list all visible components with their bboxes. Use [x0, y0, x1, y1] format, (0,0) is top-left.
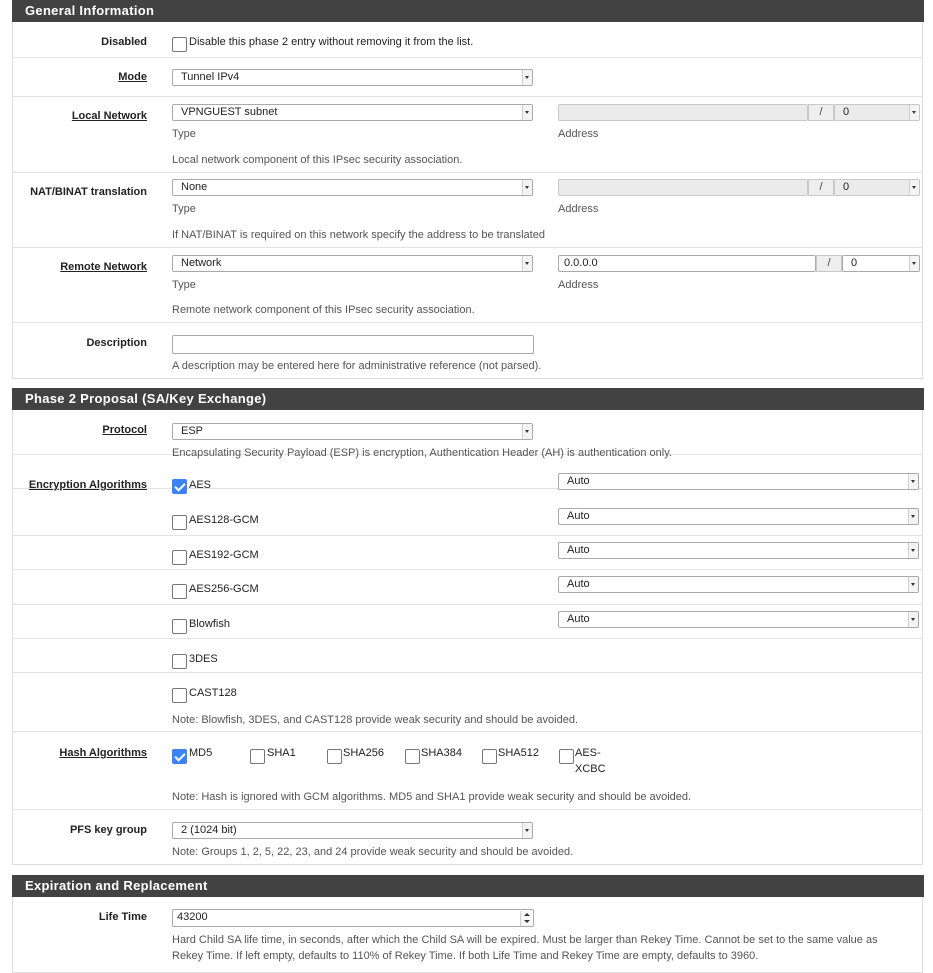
aes256gcm-keylen-value: Auto	[567, 578, 590, 590]
general-information-heading: General Information	[12, 0, 924, 22]
pfs-key-group-row	[13, 810, 922, 864]
remote-network-type-select[interactable]	[172, 255, 533, 272]
encryption-algorithms-label: Encryption Algorithms	[28, 479, 147, 491]
chevron-down-icon	[522, 70, 532, 85]
nat-binat-type-caption: Type	[172, 203, 196, 215]
chevron-down-icon	[908, 577, 918, 592]
sha512-checkbox[interactable]	[482, 749, 497, 764]
aes-xcbc-checkbox[interactable]	[559, 749, 574, 764]
remote-network-mask-value: 0	[851, 257, 858, 269]
md5-checkbox[interactable]	[172, 749, 187, 764]
nat-binat-type-value: None	[181, 181, 208, 193]
pfs-key-group-help: Note: Groups 1, 2, 5, 22, 23, and 24 provide weak security and should be avoided.	[172, 846, 574, 858]
sha384-checkbox[interactable]	[405, 749, 420, 764]
nat-binat-type-select[interactable]	[172, 179, 533, 196]
aes128gcm-keylen-value: Auto	[567, 510, 590, 522]
expiration-heading: Expiration and Replacement	[12, 875, 924, 897]
remote-network-type-value: Network	[181, 257, 222, 269]
encryption-row-aes256gcm	[13, 570, 922, 605]
aes256gcm-keylen-select[interactable]	[558, 576, 919, 593]
hash-algorithms-row	[13, 732, 922, 810]
remote-network-address-input[interactable]	[558, 255, 816, 272]
nat-binat-address-caption: Address	[558, 203, 599, 215]
remote-network-type-caption: Type	[172, 279, 196, 291]
chevron-down-icon	[522, 256, 532, 271]
description-row	[13, 323, 922, 378]
aes-keylen-value: Auto	[567, 475, 590, 487]
encryption-row-cast128	[13, 673, 922, 732]
description-help: A description may be entered here for administrative reference (not parsed).	[172, 360, 542, 372]
mode-select-value: Tunnel IPv4	[181, 71, 240, 83]
cast128-label: CAST128	[189, 687, 237, 699]
encryption-row-aes128gcm	[13, 501, 922, 536]
sha1-checkbox[interactable]	[250, 749, 265, 764]
lifetime-input-value: 43200	[177, 911, 208, 923]
disabled-checkbox[interactable]	[172, 37, 187, 52]
chevron-down-icon	[908, 543, 918, 558]
hash-algorithms-label: Hash Algorithms	[59, 747, 147, 759]
local-network-slash: /	[808, 104, 834, 121]
local-network-address-caption: Address	[558, 128, 599, 140]
aes-keylen-select[interactable]	[558, 473, 919, 490]
aes128gcm-label: AES128-GCM	[189, 514, 259, 526]
sha256-label: SHA256	[343, 747, 384, 759]
chevron-down-icon	[909, 256, 919, 271]
nat-binat-mask-value: 0	[843, 181, 850, 193]
cast128-checkbox[interactable]	[172, 688, 187, 703]
local-network-mask-select	[834, 104, 920, 121]
aes256gcm-label: AES256-GCM	[189, 583, 259, 595]
md5-label: MD5	[189, 747, 213, 759]
encryption-row-blowfish	[13, 605, 922, 639]
protocol-select[interactable]	[172, 423, 533, 440]
aes-checkbox[interactable]	[172, 479, 187, 494]
aes128gcm-keylen-select[interactable]	[558, 508, 919, 525]
remote-network-row	[13, 248, 922, 323]
sha256-checkbox[interactable]	[327, 749, 342, 764]
sha384-label: SHA384	[421, 747, 462, 759]
expiration-panel	[12, 875, 923, 973]
chevron-down-icon	[522, 180, 532, 195]
lifetime-input[interactable]	[172, 909, 534, 927]
aes192gcm-label: AES192-GCM	[189, 549, 259, 561]
disabled-row	[13, 22, 922, 58]
nat-binat-help: If NAT/BINAT is required on this network specify the address to be translated	[172, 229, 545, 241]
remote-network-mask-select[interactable]	[842, 255, 920, 272]
aes-xcbc-label-line2: XCBC	[575, 763, 606, 775]
chevron-down-icon	[908, 509, 918, 524]
remote-network-help: Remote network component of this IPsec security association.	[172, 304, 475, 316]
blowfish-checkbox[interactable]	[172, 619, 187, 634]
blowfish-label: Blowfish	[189, 618, 230, 630]
aes-label: AES	[189, 479, 212, 491]
encryption-row-3des	[13, 639, 922, 673]
pfs-key-group-label: PFS key group	[69, 824, 147, 836]
local-network-label: Local Network	[71, 110, 147, 122]
chevron-down-icon	[522, 823, 532, 838]
local-network-mask-value: 0	[843, 106, 850, 118]
remote-network-slash: /	[816, 255, 842, 272]
disabled-checkbox-label: Disable this phase 2 entry without removing it from the list.	[189, 36, 474, 48]
protocol-row	[13, 410, 922, 459]
general-information-panel	[12, 0, 923, 379]
description-input[interactable]	[172, 335, 534, 354]
encryption-help: Note: Blowfish, 3DES, and CAST128 provide weak security and should be avoided.	[172, 714, 579, 726]
3des-checkbox[interactable]	[172, 654, 187, 669]
remote-network-address-value: 0.0.0.0	[564, 257, 598, 269]
local-network-row	[13, 97, 922, 173]
aes192gcm-checkbox[interactable]	[172, 550, 187, 565]
remote-network-address-caption: Address	[558, 279, 599, 291]
sha512-label: SHA512	[498, 747, 539, 759]
local-network-type-value: VPNGUEST subnet	[181, 106, 278, 118]
chevron-down-icon	[909, 180, 919, 195]
nat-binat-address-input	[558, 179, 808, 196]
phase2-proposal-heading: Phase 2 Proposal (SA/Key Exchange)	[12, 388, 924, 410]
nat-binat-row	[13, 173, 922, 248]
3des-label: 3DES	[189, 653, 218, 665]
local-network-type-caption: Type	[172, 128, 196, 140]
pfs-key-group-value: 2 (1024 bit)	[181, 824, 237, 836]
encryption-row-aes	[13, 455, 922, 489]
chevron-down-icon	[522, 105, 532, 120]
chevron-down-icon	[908, 474, 918, 489]
aes256gcm-checkbox[interactable]	[172, 584, 187, 599]
chevron-down-icon	[908, 612, 918, 627]
lifetime-row	[13, 897, 922, 972]
blowfish-keylen-value: Auto	[567, 613, 590, 625]
mode-row	[13, 58, 922, 97]
aes192gcm-keylen-value: Auto	[567, 544, 590, 556]
blowfish-keylen-select[interactable]	[558, 611, 919, 628]
remote-network-label: Remote Network	[60, 261, 147, 273]
lifetime-help-line1: Hard Child SA life time, in seconds, after which the Child SA will be expired. Must be larger than Rekey Time. Cannot be set to the same value as	[172, 934, 878, 946]
aes192gcm-keylen-select[interactable]	[558, 542, 919, 559]
protocol-label: Protocol	[102, 424, 147, 436]
encryption-row-aes192gcm	[13, 536, 922, 570]
protocol-select-value: ESP	[181, 425, 204, 437]
local-network-address-input	[558, 104, 808, 121]
pfs-key-group-select[interactable]	[172, 822, 533, 839]
local-network-help: Local network component of this IPsec security association.	[172, 154, 463, 166]
mode-select[interactable]	[172, 69, 533, 86]
nat-binat-label: NAT/BINAT translation	[30, 186, 147, 198]
lifetime-label: Life Time	[98, 911, 147, 923]
local-network-type-select[interactable]	[172, 104, 533, 121]
mode-label: Mode	[118, 71, 147, 83]
chevron-down-icon	[909, 105, 919, 120]
protocol-help: Encapsulating Security Payload (ESP) is encryption, Authentication Header (AH) is authentication only.	[172, 447, 672, 459]
chevron-down-icon	[522, 424, 532, 439]
sha1-label: SHA1	[267, 747, 296, 759]
nat-binat-slash: /	[808, 179, 834, 196]
disabled-label: Disabled	[101, 36, 147, 48]
lifetime-help-line2: Rekey Time. If left empty, defaults to 110% of Rekey Time. If both Life Time and Rekey Time are empty, defaults to 3960.	[172, 950, 759, 962]
aes-xcbc-label-line1: AES-	[575, 747, 601, 759]
spinner-icon[interactable]	[520, 911, 532, 926]
description-label: Description	[86, 337, 147, 349]
hash-help: Note: Hash is ignored with GCM algorithms. MD5 and SHA1 provide weak security and should be avoided.	[172, 791, 692, 803]
phase2-proposal-panel	[12, 388, 923, 865]
nat-binat-mask-select	[834, 179, 920, 196]
aes128gcm-checkbox[interactable]	[172, 515, 187, 530]
